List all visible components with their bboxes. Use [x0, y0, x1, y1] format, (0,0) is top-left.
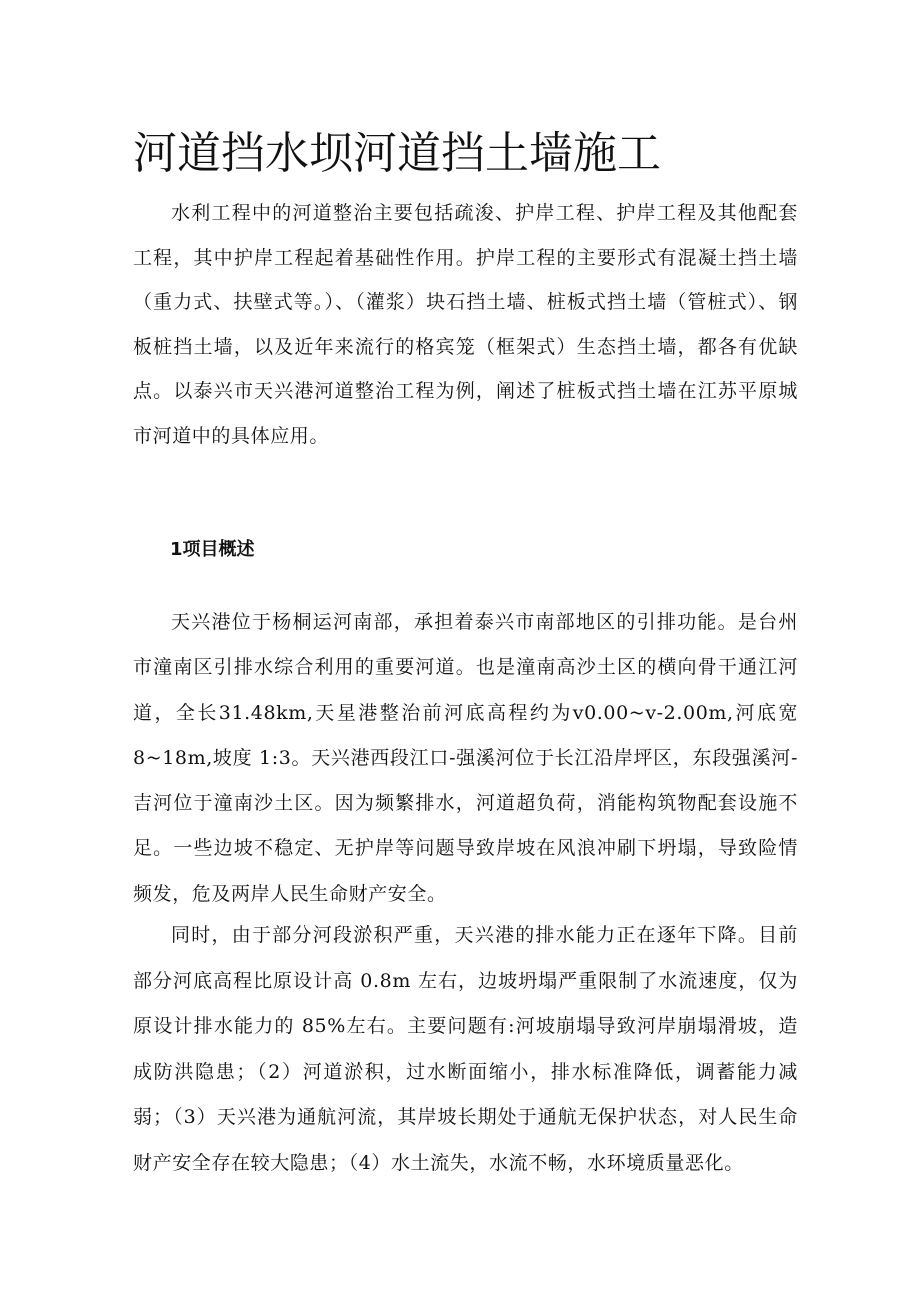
body-paragraph: 天兴港位于杨桐运河南部，承担着泰兴市南部地区的引排功能。是台州市潼南区引排水综合利用的重要河道。也是潼南高沙土区的横向骨干通江河道，全长31.48km,天星港整治前河底高程约为v0.00~v-2.00m,河底宽 8~18m,坡度 1:3。天兴港西段江口-强溪河位于长江沿岸坪区，东段强溪河-吉河位于潼南沙土区。因为频繁排水，河道超负荷，消能构筑物配套设施不足。一些边坡不稳定、无护岸等问题导致岸坡在风浪冲刷下坍塌，导致险情频发，危及两岸人民生命财产安全。 [133, 611, 798, 905]
section-heading: 1项目概述 [170, 539, 255, 560]
body-paragraph: 同时，由于部分河段淤积严重，天兴港的排水能力正在逐年下降。目前部分河底高程比原设计高 0.8m 左右，边坡坍塌严重限制了水流速度，仅为原设计排水能力的 85%左右。主要问题有:河坡崩塌导致河岸崩塌滑坡，造成防洪隐患；（2）河道淤积，过水断面缩小，排水标准降低，调蓄能力减弱；（3）天兴港为通航河流，其岸坡长期处于通航无保护状态，对人民生命财产安全存在较大隐患；（4）水土流失，水流不畅，水环境质量恶化。 [133, 924, 798, 1174]
intro-paragraph: 水利工程中的河道整治主要包括疏浚、护岸工程、护岸工程及其他配套工程，其中护岸工程起着基础性作用。护岸工程的主要形式有混凝土挡土墙（重力式、扶壁式等。）、（灌浆）块石挡土墙、桩板式挡土墙（管桩式）、钢板桩挡土墙，以及近年来流行的格宾笼（框架式）生态挡土墙，都各有优缺点。以泰兴市天兴港河道整治工程为例，阐述了桩板式挡土墙在江苏平原城市河道中的具体应用。 [133, 202, 798, 447]
document-title: 河道挡水坝河道挡土墙施工 [133, 128, 661, 179]
